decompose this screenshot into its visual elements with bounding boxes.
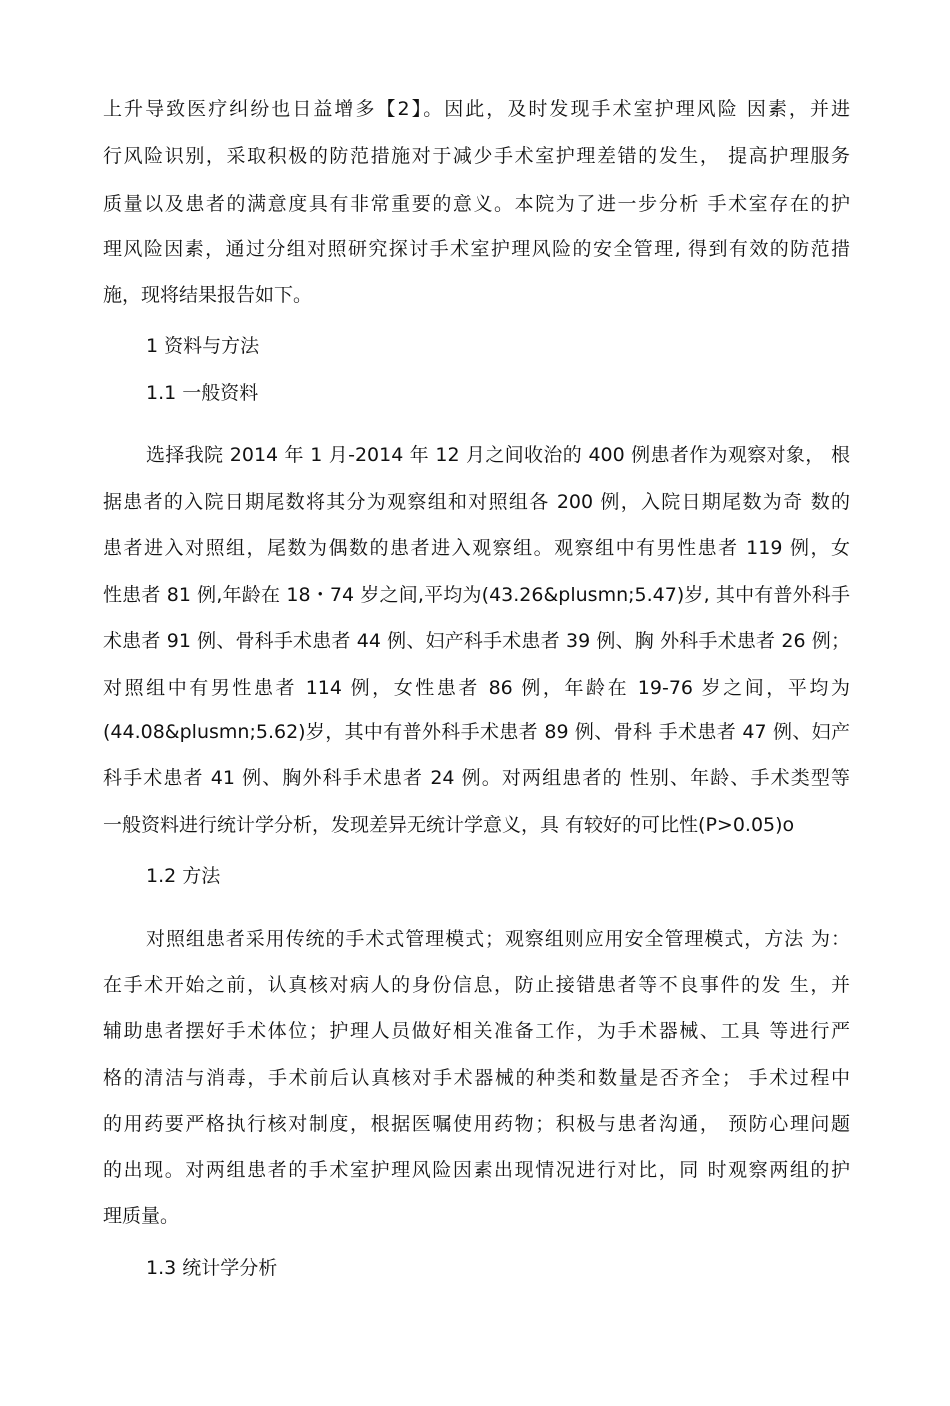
- paragraph-2-line-7: (44.08&plusmn;5.62)岁，其中有普外科手术患者 89 例、骨科 手术患者 47 例、妇产: [103, 721, 850, 743]
- paragraph-3-line-3: 辅助患者摆好手术体位；护理人员做好相关准备工作，为手术器械、工具 等进行严: [103, 1020, 850, 1042]
- paragraph-2-line-2: 据患者的入院日期尾数将其分为观察组和对照组各 200 例，入院日期尾数为奇 数的: [103, 491, 850, 513]
- paragraph-3-line-4: 格的清洁与消毒，手术前后认真核对手术器械的种类和数量是否齐全； 手术过程中: [103, 1067, 850, 1089]
- paragraph-2-line-8: 科手术患者 41 例、胸外科手术患者 24 例。对两组患者的 性别、年龄、手术类型等: [103, 767, 850, 789]
- paragraph-3-line-7: 理质量。: [103, 1205, 180, 1227]
- paragraph-1-line-2: 行风险识别，采取积极的防范措施对于减少手术室护理差错的发生， 提高护理服务: [103, 145, 850, 167]
- section-heading-1-3: 1.3 统计学分析: [146, 1257, 278, 1279]
- paragraph-1-line-1: 上升导致医疗纠纷也日益增多【2】。因此，及时发现手术室护理风险 因素，并进: [103, 98, 850, 120]
- paragraph-2-line-3: 患者进入对照组，尾数为偶数的患者进入观察组。观察组中有男性患者 119 例，女: [103, 537, 850, 559]
- paragraph-1-line-4: 理风险因素，通过分组对照研究探讨手术室护理风险的安全管理, 得到有效的防范措: [103, 238, 850, 260]
- paragraph-3-line-5: 的用药要严格执行核对制度，根据医嘱使用药物；积极与患者沟通， 预防心理问题: [103, 1113, 850, 1135]
- section-heading-1-1: 1.1 一般资料: [146, 382, 259, 404]
- paragraph-3-line-6: 的出现。对两组患者的手术室护理风险因素出现情况进行对比，同 时观察两组的护: [103, 1159, 850, 1181]
- paragraph-2-line-5: 术患者 91 例、骨科手术患者 44 例、妇产科手术患者 39 例、胸 外科手术患者 26 例；: [103, 630, 850, 652]
- paragraph-2-line-9: 一般资料进行统计学分析，发现差异无统计学意义，具 有较好的可比性(P>0.05)o: [103, 814, 795, 836]
- paragraph-1-line-3: 质量以及患者的满意度具有非常重要的意义。本院为了进一步分析 手术室存在的护: [103, 193, 850, 215]
- section-heading-1-2: 1.2 方法: [146, 865, 221, 887]
- paragraph-3-line-2: 在手术开始之前，认真核对病人的身份信息，防止接错患者等不良事件的发 生，并: [103, 974, 850, 996]
- paragraph-2-line-1: 选择我院 2014 年 1 月-2014 年 12 月之间收治的 400 例患者作为观察对象， 根: [146, 444, 850, 466]
- paragraph-1-line-5: 施，现将结果报告如下。: [103, 284, 313, 306]
- paragraph-2-line-6: 对照组中有男性患者 114 例，女性患者 86 例，年龄在 19-76 岁之间，平均为: [103, 677, 850, 699]
- paragraph-3-line-1: 对照组患者采用传统的手术式管理模式；观察组则应用安全管理模式，方法 为：: [146, 928, 850, 950]
- paragraph-2-line-4: 性患者 81 例,年龄在 18・74 岁之间,平均为(43.26&plusmn;5.47)岁, 其中有普外科手: [103, 584, 850, 606]
- section-heading-1: 1 资料与方法: [146, 335, 260, 357]
